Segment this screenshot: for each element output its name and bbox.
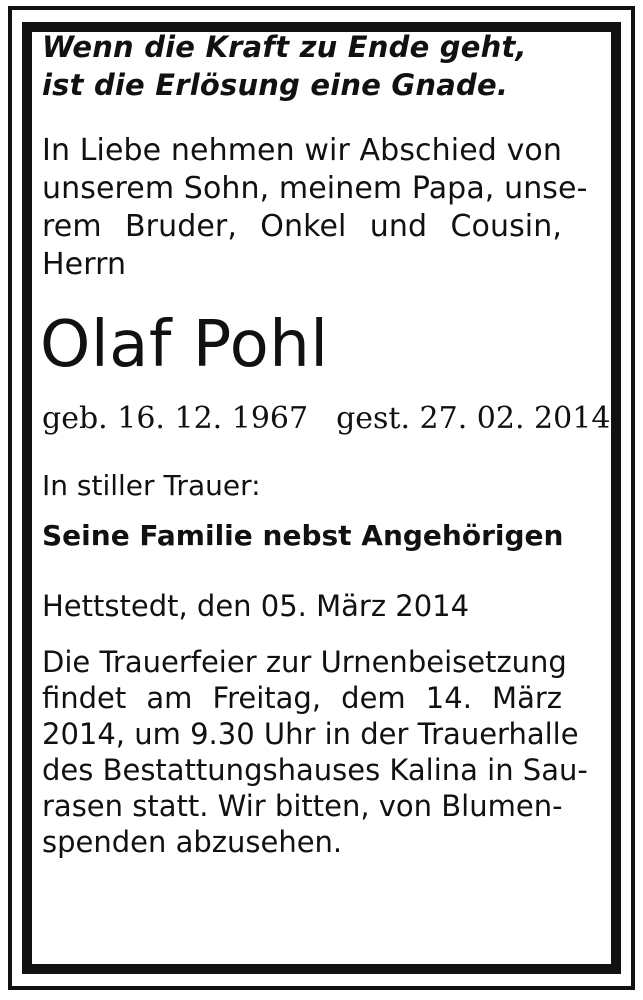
- motto-line: Wenn die Kraft zu Ende geht,: [42, 30, 527, 64]
- death-date: gest. 27. 02. 2014: [336, 401, 611, 436]
- life-dates: [42, 400, 611, 438]
- ceremony-line: des Bestattungshauses Kalina in Sau-: [42, 753, 588, 787]
- birth-date: geb. 16. 12. 1967: [42, 401, 309, 436]
- farewell-line: Herrn: [42, 247, 127, 282]
- ceremony-line: Die Trauerfeier zur Urnenbeisetzung: [42, 645, 567, 679]
- ceremony-info: [42, 644, 588, 860]
- farewell-text: [42, 132, 588, 284]
- deceased-name: Olaf Pohl: [40, 308, 329, 382]
- place-and-date: Hettstedt, den 05. März 2014: [42, 589, 470, 623]
- mourners: Seine Familie nebst Angehörigen: [42, 519, 564, 552]
- ceremony-line: rasen statt. Wir bitten, von Blumen-: [42, 789, 563, 823]
- farewell-line: In Liebe nehmen wir Abschied von: [42, 133, 562, 168]
- motto-line: ist die Erlösung eine Gnade.: [42, 68, 509, 102]
- ceremony-line: spenden abzusehen.: [42, 825, 343, 859]
- motto: [42, 28, 562, 104]
- farewell-line: unserem Sohn, meinem Papa, unse-: [42, 171, 588, 206]
- ceremony-line: 2014, um 9.30 Uhr in der Trauerhalle: [42, 717, 579, 751]
- farewell-line: rem Bruder, Onkel und Cousin,: [42, 209, 562, 244]
- obituary-notice: [40, 28, 611, 860]
- ceremony-line: findet am Freitag, dem 14. März: [42, 681, 562, 715]
- mourning-label: In stiller Trauer:: [42, 469, 261, 502]
